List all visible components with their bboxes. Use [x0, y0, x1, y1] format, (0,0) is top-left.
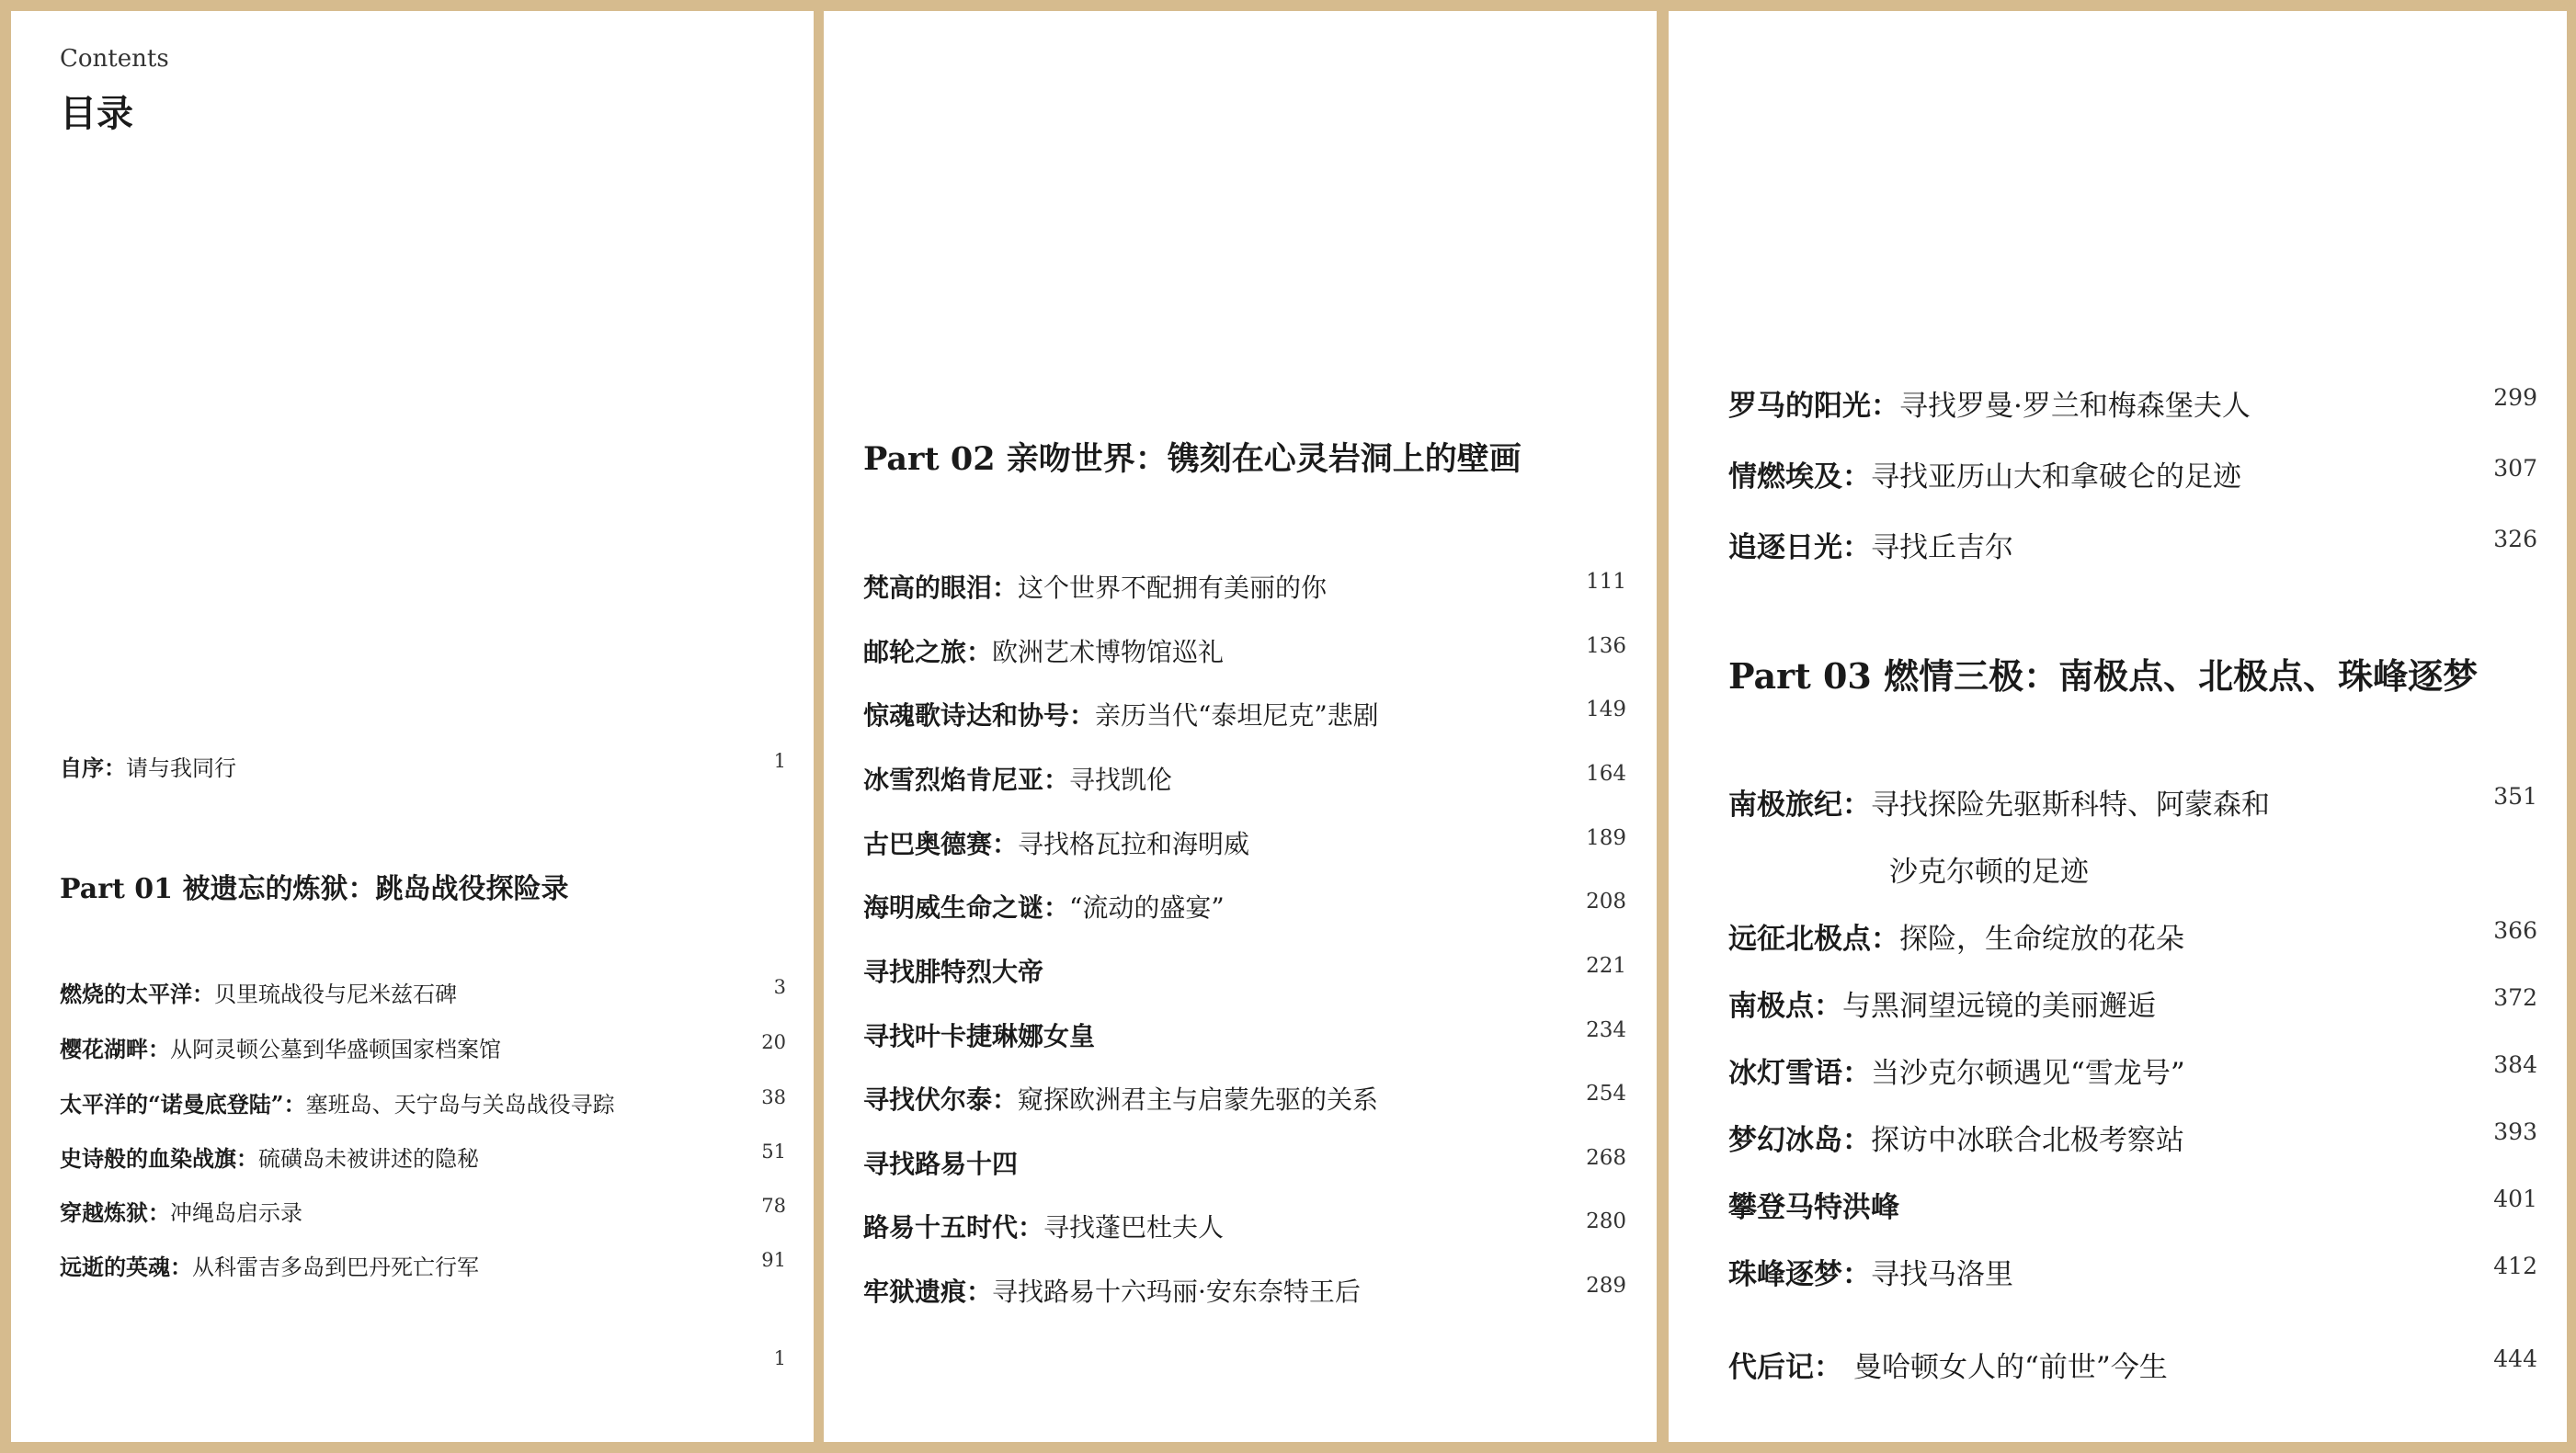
toc-entry[interactable]: [863, 632, 1626, 669]
entry-page-number: 268: [1586, 1146, 1626, 1170]
contents-heading-en: Contents: [60, 45, 169, 73]
entry-page-number: 38: [761, 1086, 786, 1108]
entry-page-number: 136: [1586, 634, 1626, 658]
toc-entry[interactable]: [1728, 1117, 2537, 1158]
toc-entry[interactable]: [863, 1016, 1626, 1053]
entry-page-number: 111: [1586, 570, 1626, 594]
entry-page-number: 444: [2493, 1345, 2537, 1372]
entry-subtitle: 塞班岛、天宁岛与关岛战役寻踪: [305, 1092, 615, 1118]
entry-title: 史诗般的血染战旗：: [60, 1145, 258, 1172]
entry-page-number: 384: [2493, 1051, 2537, 1078]
entry-subtitle: 当沙克尔顿遇见“雪龙号”: [1871, 1057, 2185, 1090]
entry-title: 寻找路易十四: [863, 1149, 1019, 1179]
entry-title: 远征北极点：: [1728, 923, 1899, 956]
entry-page-number: 299: [2493, 384, 2537, 411]
entry-page-number: 280: [1586, 1209, 1626, 1233]
entry-title: 樱花湖畔：: [60, 1036, 170, 1062]
entry-title: 梦幻冰岛：: [1728, 1124, 1871, 1157]
entry-title: 寻找腓特烈大帝: [863, 957, 1044, 987]
toc-entry[interactable]: [1728, 524, 2537, 565]
entry-subtitle: 寻找格瓦拉和海明威: [1018, 829, 1250, 859]
entry-page-number: 366: [2493, 917, 2537, 944]
entry-subtitle: 冲绳岛启示录: [170, 1200, 302, 1226]
entry-title: 珠峰逐梦：: [1728, 1258, 1871, 1291]
toc-entry[interactable]: [60, 1031, 786, 1063]
entry-page-number: 351: [2493, 783, 2537, 810]
entry-subtitle: 亲历当代“泰坦尼克”悲剧: [1095, 700, 1379, 731]
entry-title: 代后记：: [1728, 1351, 1842, 1384]
entry-title: 情燃埃及：: [1728, 460, 1871, 494]
entry-title: 自序：: [60, 755, 126, 781]
toc-entry[interactable]: [863, 888, 1626, 925]
entry-subtitle: 窥探欧洲君主与启蒙先驱的关系: [1018, 1084, 1379, 1115]
entry-title: 路易十五时代：: [863, 1212, 1044, 1243]
toc-entry[interactable]: [863, 1080, 1626, 1117]
toc-entry[interactable]: [1728, 982, 2537, 1024]
entry-title: 南极旅纪：: [1728, 789, 1871, 822]
part-heading-03: Part 03 燃情三极：南极点、北极点、珠峰逐梦: [1728, 655, 2479, 697]
entry-page-number: 307: [2493, 455, 2537, 482]
entry-subtitle: 从阿灵顿公墓到华盛顿国家档案馆: [170, 1037, 501, 1062]
part-heading-02: Part 02 亲吻世界：镌刻在心灵岩洞上的壁画: [863, 440, 1522, 478]
entry-page-number: 393: [2493, 1118, 2537, 1145]
entry-subtitle: 寻找丘吉尔: [1871, 531, 2013, 564]
entry-title: 邮轮之旅：: [863, 637, 993, 667]
toc-entry[interactable]: [60, 1195, 786, 1227]
part-heading-01: Part 01 被遗忘的炼狱：跳岛战役探险录: [60, 873, 569, 905]
entry-title: 太平洋的“诺曼底登陆”：: [60, 1091, 306, 1118]
entry-subtitle: 探险，生命绽放的花朵: [1899, 923, 2184, 956]
entry-page-number: 3: [773, 976, 786, 998]
toc-entry[interactable]: [863, 952, 1626, 989]
toc-entry[interactable]: [863, 696, 1626, 732]
toc-entry[interactable]: [1728, 1050, 2537, 1091]
entry-title: 追逐日光：: [1728, 531, 1871, 564]
entry-subtitle: 这个世界不配拥有美丽的你: [1018, 573, 1328, 603]
entry-title: 攀登马特洪峰: [1728, 1191, 1899, 1224]
toc-entry[interactable]: [60, 1086, 786, 1118]
entry-page-number: 189: [1586, 826, 1626, 850]
entry-title: 冰灯雪语：: [1728, 1057, 1871, 1090]
entry-title: 寻找叶卡捷琳娜女皇: [863, 1021, 1096, 1051]
page-number: 1: [773, 1347, 786, 1369]
entry-title: 穿越炼狱：: [60, 1199, 170, 1226]
entry-page-number: 372: [2493, 984, 2537, 1011]
entry-subtitle: 贝里琉战役与尼米兹石碑: [214, 982, 457, 1007]
entry-title: 海明威生命之谜：: [863, 892, 1070, 923]
toc-entry[interactable]: [863, 824, 1626, 861]
entry-page-number: 51: [761, 1141, 786, 1163]
entry-title: 梵高的眼泪：: [863, 573, 1019, 603]
entry-subtitle: 寻找马洛里: [1871, 1258, 2013, 1291]
entry-subtitle: 硫磺岛未被讲述的隐秘: [258, 1146, 479, 1172]
toc-entry[interactable]: [60, 976, 786, 1008]
toc-entry[interactable]: [863, 1144, 1626, 1181]
entry-subtitle: 请与我同行: [126, 755, 236, 781]
entry-page-number: 1: [773, 750, 786, 772]
entry-subtitle: 寻找亚历山大和拿破仑的足迹: [1871, 460, 2241, 494]
toc-entry[interactable]: [863, 1208, 1626, 1244]
entry-title: 牢狱遗痕：: [863, 1277, 993, 1307]
entry-page-number: 78: [761, 1195, 786, 1217]
entry-page-number: 234: [1586, 1018, 1626, 1042]
entry-subtitle-continuation: 沙克尔顿的足迹: [1889, 856, 2089, 889]
entry-title: 南极点：: [1728, 990, 1842, 1023]
toc-entry[interactable]: [60, 1249, 786, 1281]
toc-entry[interactable]: [1728, 382, 2537, 424]
toc-entry[interactable]: [1728, 1184, 2537, 1225]
entry-title: 冰雪烈焰肯尼亚：: [863, 765, 1070, 795]
toc-page-2: [824, 11, 1657, 1442]
toc-entry[interactable]: [1728, 781, 2537, 823]
entry-subtitle: 寻找路易十六玛丽·安东奈特王后: [992, 1277, 1361, 1307]
toc-entry[interactable]: [60, 1141, 786, 1173]
entry-subtitle: “流动的盛宴”: [1069, 892, 1225, 923]
entry-page-number: 289: [1586, 1274, 1626, 1298]
toc-entry[interactable]: [1728, 915, 2537, 957]
entry-page-number: 91: [761, 1249, 786, 1271]
entry-page-number: 20: [761, 1031, 786, 1053]
entry-page-number: 401: [2493, 1186, 2537, 1212]
entry-title: 燃烧的太平洋：: [60, 981, 214, 1007]
entry-page-number: 412: [2493, 1253, 2537, 1279]
entry-subtitle: 与黑洞望远镜的美丽邂逅: [1842, 990, 2156, 1023]
entry-subtitle: 寻找罗曼·罗兰和梅森堡夫人: [1899, 390, 2251, 423]
entry-title: 古巴奥德赛：: [863, 829, 1019, 859]
entry-page-number: 164: [1586, 762, 1626, 786]
entry-subtitle: 曼哈顿女人的“前世”今生: [1853, 1351, 2168, 1384]
toc-page-1: [11, 11, 814, 1442]
toc-entry[interactable]: [863, 760, 1626, 797]
entry-title: 罗马的阳光：: [1728, 390, 1899, 423]
toc-entry[interactable]: [1728, 1251, 2537, 1292]
toc-entry[interactable]: [1728, 453, 2537, 494]
entry-subtitle: 欧洲艺术博物馆巡礼: [992, 637, 1225, 667]
toc-page-3: [1669, 11, 2567, 1442]
entry-subtitle: 寻找探险先驱斯科特、阿蒙森和: [1871, 789, 2270, 822]
entry-title: 惊魂歌诗达和协号：: [863, 700, 1096, 731]
toc-entry[interactable]: [863, 568, 1626, 605]
entry-subtitle: 从科雷吉多岛到巴丹死亡行军: [192, 1254, 479, 1280]
entry-page-number: 221: [1586, 954, 1626, 978]
entry-page-number: 208: [1586, 890, 1626, 914]
toc-entry[interactable]: [863, 1272, 1626, 1309]
entry-page-number: 149: [1586, 698, 1626, 721]
entry-subtitle: 寻找蓬巴杜夫人: [1043, 1212, 1225, 1243]
entry-subtitle: 寻找凯伦: [1069, 765, 1173, 795]
toc-entry-preface[interactable]: [60, 750, 786, 782]
contents-heading-zh: 目录: [60, 92, 133, 135]
entry-title: 远逝的英魂：: [60, 1254, 192, 1280]
entry-page-number: 254: [1586, 1082, 1626, 1106]
toc-entry-afterword[interactable]: [1728, 1344, 2537, 1385]
entry-subtitle: 探访中冰联合北极考察站: [1871, 1124, 2184, 1157]
entry-page-number: 326: [2493, 526, 2537, 552]
entry-title: 寻找伏尔泰：: [863, 1084, 1019, 1115]
